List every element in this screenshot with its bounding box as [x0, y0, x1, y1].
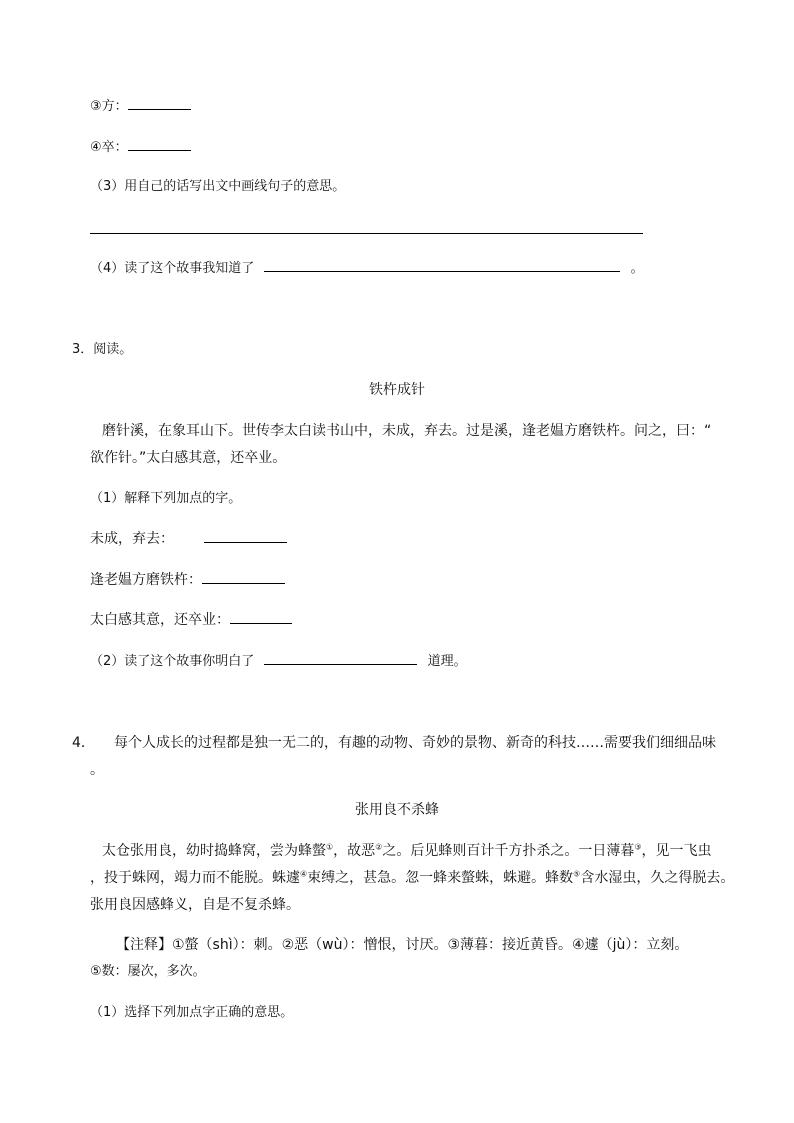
q3-item-c-label: 太白感其意，还卒业：	[90, 612, 230, 628]
footnote-marker-4: ④	[300, 869, 308, 879]
q4-number: 4．	[72, 735, 95, 751]
q3-item-b	[90, 570, 285, 590]
q4-p1-a: 太仓张用良，幼时捣蜂窝，尝为蜂螫	[102, 843, 326, 859]
q3-title: 铁杵成针	[369, 382, 425, 398]
q4-notes-line-1: 【注释】①螫（shì）：刺。②恶（wù）：憎恨，讨厌。③薄暮：接近黄昏。④遽（jù）：立刻。	[116, 937, 689, 953]
q3-item-b-blank[interactable]	[202, 571, 285, 584]
q2-item-3-blank[interactable]	[128, 97, 191, 110]
q3-sub2-suffix: 道理。	[427, 654, 467, 669]
q2-item-4-blank[interactable]	[128, 138, 191, 151]
q3-passage-line-1: 磨针溪，在象耳山下。世传李太白读书山中，未成，弃去。过是溪，逢老媪方磨铁杵。问之，曰：“	[102, 423, 712, 439]
q3-item-b-label: 逢老媪方磨铁杵：	[90, 572, 202, 588]
q3-item-a	[90, 529, 287, 549]
footnote-marker-1: ①	[326, 842, 334, 852]
q3-sub1-prompt: （1）解释下列加点的字。	[90, 491, 242, 506]
q3-sub2	[90, 652, 467, 671]
q4-passage-line-2	[90, 868, 734, 888]
footnote-marker-2: ②	[375, 842, 383, 852]
q2-item-4	[90, 138, 191, 157]
q3-item-a-label: 未成，弃去：	[90, 531, 174, 547]
q4-sub1-prompt: （1）选择下列加点字正确的意思。	[90, 1005, 294, 1020]
q4-p1-b: ，故恶	[333, 843, 376, 859]
q2-item-3-label: ③方：	[90, 99, 128, 114]
q4-p1-d: ，见一飞虫	[641, 843, 712, 859]
q2-sub4-blank[interactable]	[264, 259, 620, 272]
q2-sub3-answer-line[interactable]	[90, 233, 643, 234]
q4-p2-a: ，投于蛛网，竭力而不能脱。蛛遽	[90, 870, 300, 886]
q4-notes-line-2: ⑤数：屡次，多次。	[90, 964, 206, 979]
q3-sub2-blank[interactable]	[264, 652, 417, 665]
q3-item-c-blank[interactable]	[230, 611, 292, 624]
q3-item-c	[90, 610, 292, 630]
q3-passage-line-2: 欲作针。”太白感其意，还卒业。	[90, 450, 287, 466]
q2-sub4	[90, 259, 644, 278]
q3-item-a-blank[interactable]	[204, 530, 287, 543]
footnote-marker-5: ⑤	[573, 869, 581, 879]
q4-p1-c: 之。后见蜂则百计千方扑杀之。一日薄暮	[382, 843, 635, 859]
q4-p2-c: 含水湿虫，久之得脱去。	[580, 870, 735, 886]
q4-intro-line-2: 。	[90, 762, 104, 778]
q2-sub4-suffix: 。	[630, 261, 644, 276]
footnote-marker-3: ③	[634, 842, 642, 852]
q2-item-3	[90, 97, 191, 116]
q4-title: 张用良不杀蜂	[355, 802, 439, 818]
q4-p2-b: 束缚之，甚急。忽一蜂来螫蛛，蛛避。蜂数	[307, 870, 574, 886]
q2-item-4-label: ④卒：	[90, 140, 128, 155]
q4-intro-line-1: 每个人成长的过程都是独一无二的，有趣的动物、奇妙的景物、新奇的科技……需要我们细细品味	[114, 735, 716, 751]
q4-passage-line-1	[102, 841, 712, 861]
q3-header: 3．阅读。	[72, 342, 133, 357]
q2-sub3-prompt: （3）用自己的话写出文中画线句子的意思。	[90, 179, 346, 194]
q2-sub4-prompt: （4）读了这个故事我知道了	[90, 261, 255, 276]
q4-passage-line-3: 张用良因感蜂义，自是不复杀蜂。	[90, 897, 300, 913]
q3-sub2-prompt: （2）读了这个故事你明白了	[90, 654, 255, 669]
